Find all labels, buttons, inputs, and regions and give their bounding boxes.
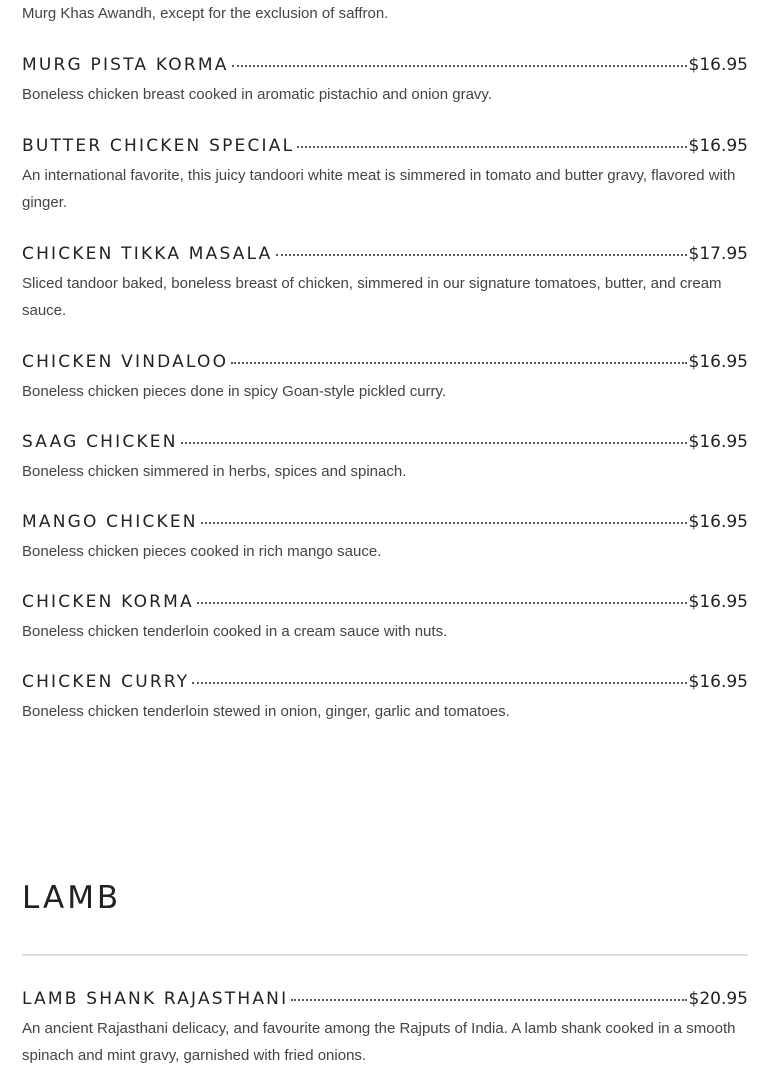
menu-item [22,989,748,1069]
menu-item-price: $16.95 [688,136,748,156]
menu-item [22,55,748,108]
menu-item-header [22,352,748,378]
menu-item-description: Boneless chicken pieces cooked in rich mango sauce. [22,543,382,560]
menu-item-name: MURG PISTA KORMA [22,55,229,75]
menu-item-description: An international favorite, this juicy tandoori white meat is simmered in tomato and butter gravy, flavored with ginger. [22,167,736,211]
menu-item-header [22,592,748,618]
lamb-menu-list [22,989,748,1069]
menu-item-header [22,136,748,162]
menu-item-description: Boneless chicken breast cooked in aromatic pistachio and onion gravy. [22,86,492,103]
menu-item-description: Sliced tandoor baked, boneless breast of chicken, simmered in our signature tomatoes, butter, and cream sauce. [22,275,722,319]
menu-item-price: $16.95 [688,592,748,612]
menu-item-header [22,989,748,1015]
menu-item-description: Boneless chicken simmered in herbs, spices and spinach. [22,463,407,480]
menu-item-name: CHICKEN KORMA [22,592,194,612]
menu-item-price: $16.95 [688,352,748,372]
section-title-lamb: LAMB [22,880,122,916]
menu-item-name: MANGO CHICKEN [22,512,198,532]
menu-item-header [22,512,748,538]
menu-page [22,0,748,725]
menu-item [22,136,748,216]
dotted-leader [192,682,686,684]
menu-item-name: CHICKEN TIKKA MASALA [22,244,273,264]
menu-item [22,432,748,485]
menu-item-name: CHICKEN CURRY [22,672,190,692]
menu-item-price: $17.95 [688,244,748,264]
dotted-leader [197,602,687,604]
menu-item [22,592,748,645]
menu-item-description: Boneless chicken tenderloin stewed in onion, ginger, garlic and tomatoes. [22,703,510,720]
menu-item-price: $16.95 [688,432,748,452]
menu-item [22,512,748,565]
menu-item-header [22,672,748,698]
menu-item-price: $16.95 [688,672,748,692]
menu-item-name: BUTTER CHICKEN SPECIAL [22,136,295,156]
menu-item [22,244,748,324]
chicken-menu-list [22,55,748,725]
menu-item-price: $20.95 [688,989,748,1009]
dotted-leader [232,65,687,67]
previous-item-description: Murg Khas Awandh, except for the exclusion of saffron. [22,5,389,22]
menu-item-header [22,432,748,458]
menu-item-description: An ancient Rajasthani delicacy, and favourite among the Rajputs of India. A lamb shank cooked in a smooth spinach and mint gravy, garnished with fried onions. [22,1020,736,1064]
menu-item-header [22,55,748,81]
dotted-leader [297,146,686,148]
menu-item-name: SAAG CHICKEN [22,432,178,452]
dotted-leader [231,362,686,364]
menu-item [22,352,748,405]
menu-item-price: $16.95 [688,55,748,75]
menu-item-name: LAMB SHANK RAJASTHANI [22,989,289,1009]
menu-item-price: $16.95 [688,512,748,532]
dotted-leader [181,442,687,444]
menu-item-description: Boneless chicken tenderloin cooked in a cream sauce with nuts. [22,623,448,640]
dotted-leader [276,254,687,256]
menu-item-name: CHICKEN VINDALOO [22,352,229,372]
dotted-leader [291,999,686,1001]
menu-item-description: Boneless chicken pieces done in spicy Goan-style pickled curry. [22,383,447,400]
section-divider [22,954,748,956]
menu-item [22,672,748,725]
dotted-leader [201,522,687,524]
menu-item-header [22,244,748,270]
